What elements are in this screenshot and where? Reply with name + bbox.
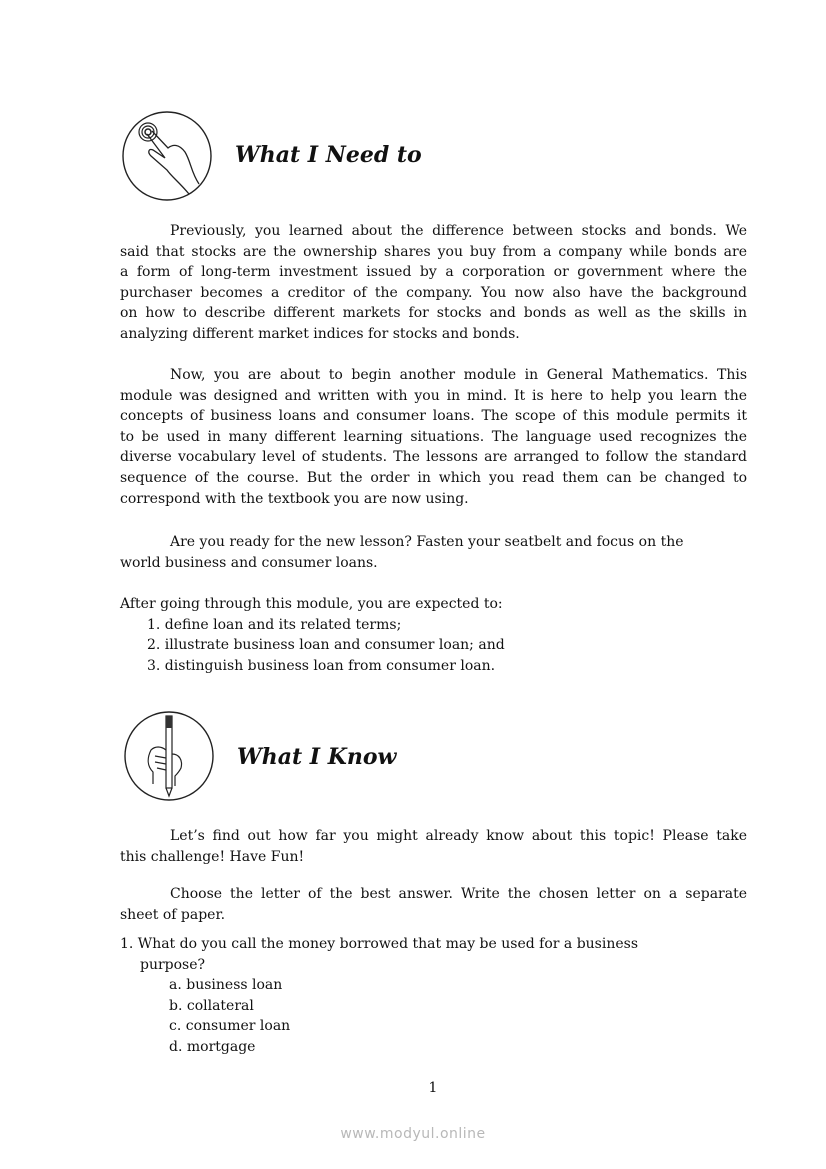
question-text: 1. What do you call the money borrowed that may be used for a business <box>120 936 639 952</box>
text-line: Let’s find out how far you might already know about this topic! Please take <box>170 828 747 844</box>
text-line: said that stocks are the ownership shares you buy from a company while bonds are <box>120 243 747 260</box>
text-line: concepts of business loans and consumer loans. The scope of this module permits it <box>120 408 747 425</box>
list-item: 1. define loan and its related terms; <box>147 616 402 633</box>
text-line: module was designed and written with you in mind. It is here to help you learn the <box>120 387 747 404</box>
answer-option: b. collateral <box>169 997 254 1014</box>
question-1 <box>120 934 747 1058</box>
objectives-list <box>120 594 747 676</box>
text-line: Are you ready for the new lesson? Fasten your seatbelt and focus on the <box>170 534 684 550</box>
paragraph-instructions <box>120 884 747 925</box>
paragraph-module <box>120 365 747 509</box>
text-line: Choose the letter of the best answer. Write the chosen letter on a separate <box>170 886 747 902</box>
paragraph-intro <box>120 221 747 345</box>
text-line: Previously, you learned about the difference between stocks and bonds. We <box>170 223 747 239</box>
page-number: 1 <box>428 1080 438 1096</box>
text-line: sequence of the course. But the order in which you read them can be changed to <box>120 469 747 486</box>
section-title-what-i-need-to: What I Need to <box>235 142 422 168</box>
answer-option: d. mortgage <box>169 1038 256 1055</box>
paragraph-ready <box>120 532 747 573</box>
text-line: Now, you are about to begin another module in General Mathematics. This <box>170 367 747 383</box>
text-line: to be used in many different learning situations. The language used recognizes the <box>120 428 747 445</box>
text-line: purchaser becomes a creditor of the company. You now also have the background <box>120 284 747 301</box>
answer-option: c. consumer loan <box>169 1018 291 1035</box>
text-line: world business and consumer loans. <box>120 554 378 571</box>
paragraph-challenge <box>120 826 747 867</box>
hand-pencil-icon <box>123 710 215 802</box>
text-line: a form of long-term investment issued by a corporation or government where the <box>120 264 747 281</box>
list-item: 2. illustrate business loan and consumer loan; and <box>147 637 505 654</box>
text-line: sheet of paper. <box>120 906 226 923</box>
text-line: this challenge! Have Fun! <box>120 848 305 865</box>
list-item: 3. distinguish business loan from consumer loan. <box>147 657 496 674</box>
question-text: purpose? <box>140 956 206 973</box>
text-line: analyzing different market indices for stocks and bonds. <box>120 325 520 342</box>
watermark: www.modyul.online <box>340 1126 486 1142</box>
text-line: correspond with the textbook you are now using. <box>120 490 469 507</box>
answer-option: a. business loan <box>169 977 283 994</box>
text-line: on how to describe different markets for stocks and bonds as well as the skills in <box>120 305 747 322</box>
objectives-intro: After going through this module, you are expected to: <box>120 596 503 612</box>
section-title-what-i-know: What I Know <box>237 744 397 770</box>
text-line: diverse vocabulary level of students. The lessons are arranged to follow the standard <box>120 449 747 466</box>
hand-pointer-icon <box>121 110 213 202</box>
